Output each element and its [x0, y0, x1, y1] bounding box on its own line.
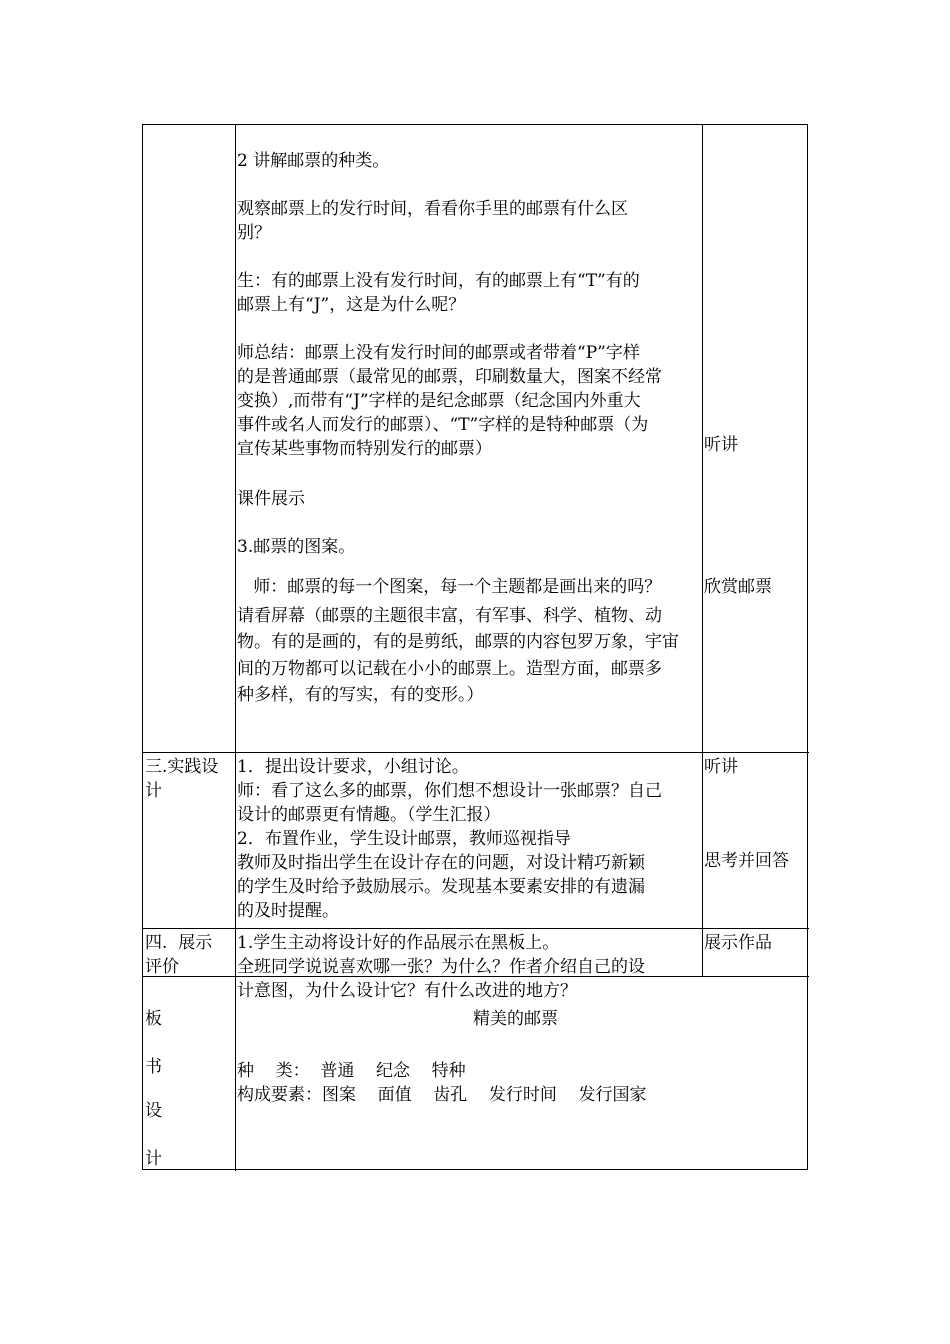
content-line: 的学生及时给予鼓励展示。发现基本要素安排的有遗漏: [237, 877, 645, 897]
board-title: 精美的邮票: [473, 1009, 558, 1029]
section-label: 板: [145, 1009, 162, 1029]
content-line: 计意图，为什么设计它？有什么改进的地方？: [237, 981, 577, 1001]
content-line: 师：看了这么多的邮票，你们想不想设计一张邮票？自己: [237, 781, 662, 801]
activity-line: 展示作品: [704, 933, 772, 953]
content-line: 变换）,而带有“J”字样的是纪念邮票（纪念国内外重大: [237, 391, 641, 411]
content-line: 师：邮票的每一个图案，每一个主题都是画出来的吗？: [237, 577, 662, 597]
board-line: 种 类： 普通 纪念 特种: [237, 1061, 466, 1081]
row1-content-cell: [237, 125, 701, 752]
section-label: 设: [145, 1101, 162, 1121]
row2-content-cell: [237, 753, 701, 928]
content-line: 1.学生主动将设计好的作品展示在黑板上。: [237, 933, 560, 953]
board-line: 构成要素：图案 面值 齿孔 发行时间 发行国家: [237, 1085, 647, 1105]
content-line: 2．布置作业，学生设计邮票，教师巡视指导: [237, 829, 571, 849]
content-line: 全班同学说说喜欢哪一张？为什么？作者介绍自己的设: [237, 957, 645, 977]
content-line: 间的万物都可以记载在小小的邮票上。造型方面，邮票多: [237, 659, 662, 679]
content-line: 的是普通邮票（最常见的邮票，印刷数量大，图案不经常: [237, 367, 662, 387]
lesson-plan-table: [142, 124, 808, 1170]
content-line: 设计的邮票更有情趣。（学生汇报）: [237, 805, 501, 825]
section-label: 三.实践设: [145, 757, 219, 777]
activity-line: 听讲: [704, 757, 738, 777]
content-line: 物。有的是画的，有的是剪纸，邮票的内容包罗万象，宇宙: [237, 632, 679, 652]
content-line: 教师及时指出学生在设计存在的问题，对设计精巧新颖: [237, 853, 645, 873]
activity-line: 思考并回答: [704, 851, 789, 871]
row2-activity-cell: [704, 753, 808, 928]
section-label: 四. 展示: [145, 933, 213, 953]
row1-activity-cell: [704, 125, 808, 752]
column-divider: [235, 125, 236, 1171]
content-line: 2 讲解邮票的种类。: [237, 151, 390, 171]
content-line: 观察邮票上的发行时间，看看你手里的邮票有什么区: [237, 199, 628, 219]
content-line: 课件展示: [237, 489, 305, 509]
column-divider: [702, 125, 703, 976]
content-line: 事件或名人而发行的邮票）、“T”字样的是特种邮票（为: [237, 415, 649, 435]
activity-line: 听讲: [704, 435, 738, 455]
section-label: 书: [145, 1057, 162, 1077]
content-line: 宣传某些事物而特别发行的邮票）: [237, 439, 492, 459]
section-label: 计: [145, 781, 162, 801]
content-line: 邮票上有“J”，这是为什么呢？: [237, 295, 466, 315]
content-line: 师总结：邮票上没有发行时间的邮票或者带着“P”字样: [237, 343, 640, 363]
row2-label-cell: [145, 753, 234, 928]
content-line: 种多样，有的写实，有的变形。）: [237, 685, 484, 705]
row3-activity-cell: [704, 929, 808, 976]
row4-board-cell: [237, 977, 808, 1170]
row3-label-cell: [145, 929, 234, 976]
section-label: 计: [145, 1149, 162, 1169]
content-line: 请看屏幕（邮票的主题很丰富，有军事、科学、植物、动: [237, 606, 662, 626]
content-line: 别？: [237, 223, 271, 243]
content-line: 生：有的邮票上没有发行时间，有的邮票上有“T”有的: [237, 271, 640, 291]
section-label: 评价: [145, 957, 179, 977]
activity-line: 欣赏邮票: [704, 577, 772, 597]
row4-label-cell: [145, 977, 234, 1170]
content-line: 3.邮票的图案。: [237, 537, 356, 557]
content-line: 的及时提醒。: [237, 901, 339, 921]
content-line: 1．提出设计要求，小组讨论。: [237, 757, 469, 777]
